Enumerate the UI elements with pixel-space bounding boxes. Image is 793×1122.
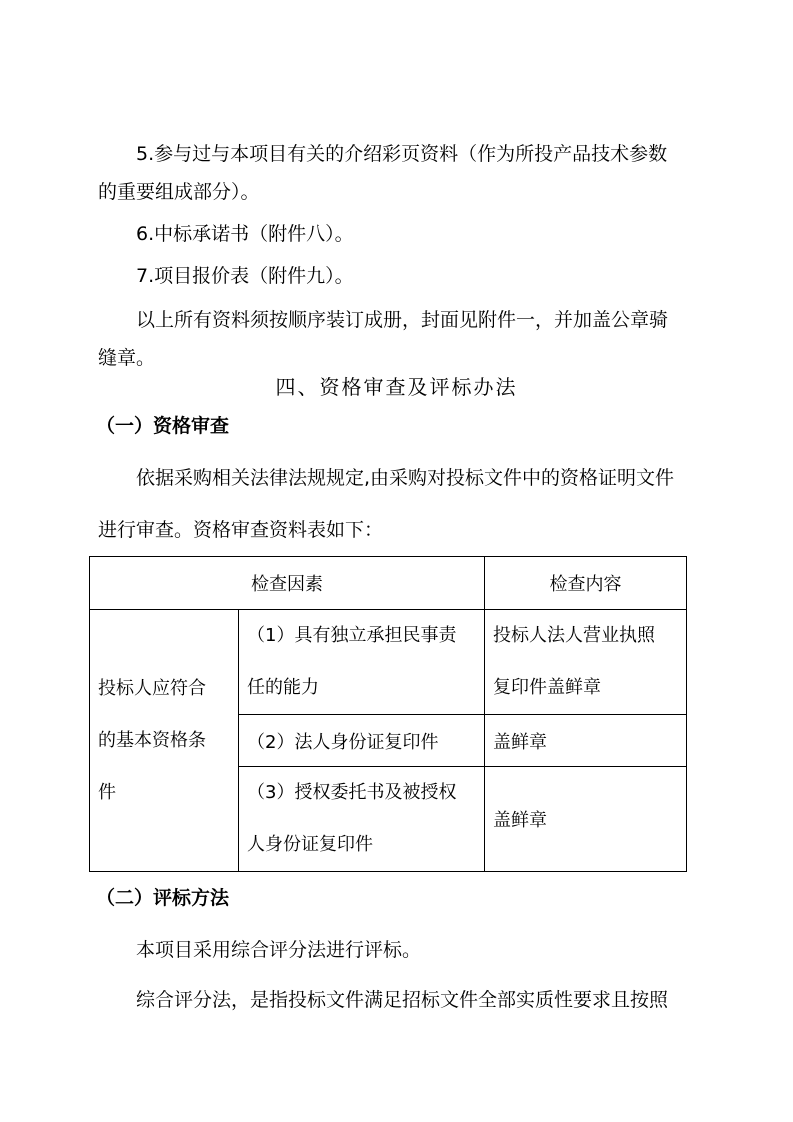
check-content bbox=[485, 610, 687, 715]
check-item bbox=[239, 767, 485, 872]
paragraph-line: 缝章。 bbox=[98, 347, 156, 369]
paragraph-line: 的重要组成部分）。 bbox=[98, 181, 260, 203]
section-title: 四、资格审查及评标办法 bbox=[275, 375, 518, 399]
subsection-heading: （一）资格审查 bbox=[96, 415, 230, 437]
group-label-line: 投标人应符合 bbox=[98, 677, 206, 699]
check-item-line: 任的能力 bbox=[247, 677, 319, 698]
paragraph-line: 5.参与过与本项目有关的介绍彩页资料（作为所投产品技术参数 bbox=[136, 143, 668, 165]
header-factor: 检查因素 bbox=[90, 557, 485, 610]
check-item: （2）法人身份证复印件 bbox=[239, 715, 485, 767]
subsection-heading: （二）评标方法 bbox=[96, 887, 230, 909]
check-item-line: （1）具有独立承担民事责 bbox=[247, 625, 457, 646]
table-header-row bbox=[90, 557, 687, 610]
check-item-line: （3）授权委托书及被授权 bbox=[247, 782, 457, 803]
check-item bbox=[239, 610, 485, 715]
group-label-line: 件 bbox=[98, 781, 116, 803]
check-content: 盖鲜章 bbox=[485, 715, 687, 767]
paragraph-line: 7.项目报价表（附件九）。 bbox=[136, 265, 354, 287]
paragraph-line: 综合评分法，是指投标文件满足招标文件全部实质性要求且按照 bbox=[136, 989, 669, 1011]
check-content: 盖鲜章 bbox=[485, 767, 687, 872]
paragraph-line: 进行审查。资格审查资料表如下： bbox=[98, 519, 384, 541]
paragraph-line: 6.中标承诺书（附件八）。 bbox=[136, 223, 354, 245]
group-label-line: 的基本资格条 bbox=[98, 729, 206, 751]
paragraph-line: 依据采购相关法律法规规定,由采购对投标文件中的资格证明文件 bbox=[136, 467, 675, 489]
header-content: 检查内容 bbox=[485, 557, 687, 610]
check-content-line: 复印件盖鲜章 bbox=[493, 677, 601, 698]
qualification-table bbox=[89, 556, 687, 872]
paragraph-line: 以上所有资料须按顺序装订成册，封面见附件一，并加盖公章骑 bbox=[136, 309, 669, 331]
check-content-line: 投标人法人营业执照 bbox=[493, 625, 655, 646]
group-label bbox=[90, 610, 239, 872]
table-row bbox=[90, 610, 687, 715]
paragraph-line: 本项目采用综合评分法进行评标。 bbox=[136, 939, 422, 961]
check-item-line: 人身份证复印件 bbox=[247, 834, 373, 855]
